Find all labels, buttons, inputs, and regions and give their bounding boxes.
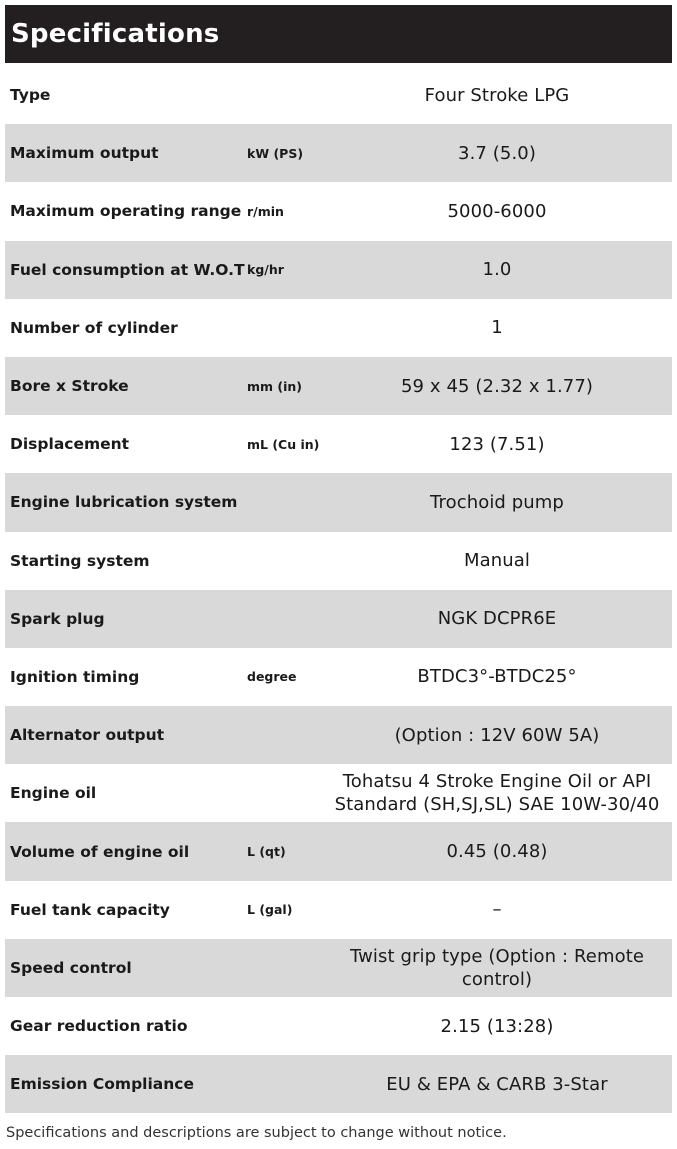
spec-row bbox=[5, 1055, 672, 1113]
spec-row bbox=[5, 241, 672, 299]
spec-row bbox=[5, 590, 672, 648]
spec-label: Gear reduction ratio bbox=[10, 1017, 188, 1036]
spec-row bbox=[5, 299, 672, 357]
spec-label: Fuel tank capacity bbox=[10, 900, 170, 919]
spec-value: BTDC3°-BTDC25° bbox=[417, 666, 577, 688]
spec-value: 1.0 bbox=[482, 259, 512, 281]
spec-unit: r/min bbox=[247, 203, 284, 219]
spec-label: Engine lubrication system bbox=[10, 493, 238, 512]
spec-value: Twist grip type (Option : Remote control) bbox=[349, 945, 645, 990]
spec-label: Bore x Stroke bbox=[10, 377, 129, 396]
spec-unit: degree bbox=[247, 669, 297, 685]
spec-label: Alternator output bbox=[10, 726, 165, 745]
spec-header bbox=[5, 5, 672, 63]
spec-row bbox=[5, 648, 672, 706]
spec-row bbox=[5, 66, 672, 124]
spec-row bbox=[5, 881, 672, 939]
spec-label: Ignition timing bbox=[10, 667, 140, 686]
spec-value: Four Stroke LPG bbox=[424, 84, 570, 106]
spec-row bbox=[5, 415, 672, 473]
spec-value: 59 x 45 (2.32 x 1.77) bbox=[400, 375, 594, 397]
spec-row bbox=[5, 764, 672, 822]
spec-label: Engine oil bbox=[10, 784, 97, 803]
spec-value: (Option : 12V 60W 5A) bbox=[394, 724, 600, 746]
spec-row bbox=[5, 706, 672, 764]
spec-label: Spark plug bbox=[10, 609, 105, 628]
spec-value: 5000-6000 bbox=[447, 200, 547, 222]
spec-row bbox=[5, 532, 672, 590]
spec-value: 3.7 (5.0) bbox=[458, 142, 536, 164]
spec-value: Tohatsu 4 Stroke Engine Oil or API Standard (SH,SJ,SL) SAE 10W-30/40 bbox=[334, 771, 660, 816]
spec-row bbox=[5, 357, 672, 415]
spec-label: Starting system bbox=[10, 551, 150, 570]
spec-label: Number of cylinder bbox=[10, 318, 178, 337]
spec-unit: L (gal) bbox=[247, 902, 293, 918]
spec-row bbox=[5, 124, 672, 182]
spec-label: Emission Compliance bbox=[10, 1075, 194, 1094]
spec-value: NGK DCPR6E bbox=[437, 608, 557, 630]
spec-row bbox=[5, 939, 672, 997]
spec-table bbox=[5, 66, 672, 1113]
spec-row bbox=[5, 473, 672, 531]
spec-value: Trochoid pump bbox=[430, 491, 564, 513]
spec-row bbox=[5, 997, 672, 1055]
spec-label: Displacement bbox=[10, 435, 130, 454]
spec-unit: L (qt) bbox=[247, 844, 286, 860]
spec-value: 0.45 (0.48) bbox=[446, 841, 548, 863]
spec-row bbox=[5, 182, 672, 240]
spec-value: Manual bbox=[463, 550, 530, 572]
spec-label: Speed control bbox=[10, 958, 132, 977]
spec-row bbox=[5, 822, 672, 880]
page-title: Specifications bbox=[11, 19, 220, 49]
spec-unit: kW (PS) bbox=[247, 145, 304, 161]
spec-label: Type bbox=[10, 86, 51, 105]
spec-label: Fuel consumption at W.O.T bbox=[10, 260, 245, 279]
spec-value: 2.15 (13:28) bbox=[440, 1015, 554, 1037]
spec-label: Maximum operating range bbox=[10, 202, 242, 221]
spec-label: Maximum output bbox=[10, 144, 159, 163]
spec-value: 123 (7.51) bbox=[449, 433, 545, 455]
footnote: Specifications and descriptions are subject to change without notice. bbox=[6, 1125, 507, 1141]
spec-label: Volume of engine oil bbox=[10, 842, 190, 861]
spec-unit: mL (Cu in) bbox=[247, 436, 320, 452]
spec-unit: mm (in) bbox=[247, 378, 303, 394]
spec-value: 1 bbox=[491, 317, 503, 339]
spec-unit: kg/hr bbox=[247, 262, 284, 278]
spec-value: EU & EPA & CARB 3-Star bbox=[386, 1073, 608, 1095]
spec-value: – bbox=[492, 899, 502, 921]
